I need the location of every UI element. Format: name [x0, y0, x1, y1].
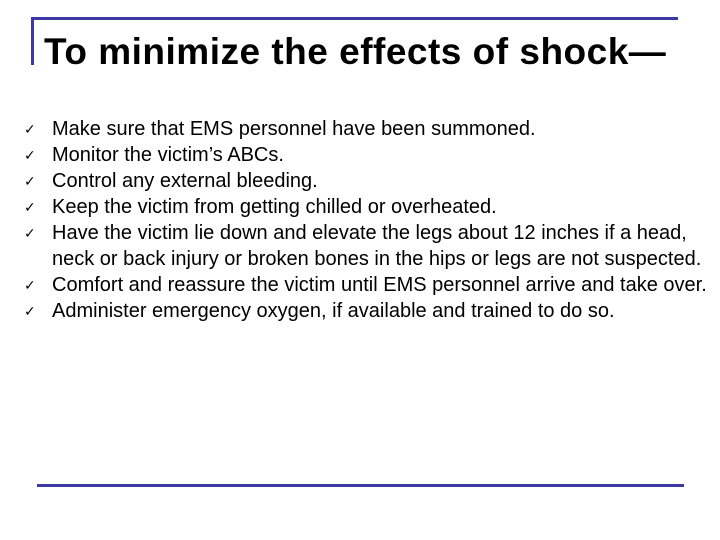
- checkmark-icon: ✓: [24, 122, 36, 138]
- top-border-rule: [31, 17, 678, 20]
- checkmark-icon: ✓: [24, 174, 36, 190]
- left-border-rule: [31, 17, 34, 65]
- list-item: [24, 116, 714, 142]
- list-item-text: Have the victim lie down and elevate the legs about 12 inches if a head, neck or back injury or broken bones in the hips or legs are not suspected.: [52, 222, 702, 270]
- checkmark-icon: ✓: [24, 148, 36, 164]
- checkmark-icon: ✓: [24, 226, 36, 242]
- list-item: [24, 220, 714, 272]
- list-item-text: Administer emergency oxygen, if available and trained to do so.: [52, 300, 615, 322]
- list-item: [24, 142, 714, 168]
- list-item-text: Comfort and reassure the victim until EMS personnel arrive and take over.: [52, 274, 707, 296]
- slide-title: To minimize the effects of shock—: [44, 31, 667, 72]
- list-item: [24, 194, 714, 220]
- list-item-text: Keep the victim from getting chilled or overheated.: [52, 196, 497, 218]
- checkmark-icon: ✓: [24, 304, 36, 320]
- list-item: [24, 272, 714, 298]
- list-item-text: Make sure that EMS personnel have been summoned.: [52, 118, 536, 140]
- list-item-text: Control any external bleeding.: [52, 170, 318, 192]
- list-item-text: Monitor the victim’s ABCs.: [52, 144, 284, 166]
- bottom-border-rule: [37, 484, 684, 487]
- list-item: [24, 168, 714, 194]
- list-item: [24, 298, 714, 324]
- bullet-list: [24, 116, 714, 324]
- checkmark-icon: ✓: [24, 278, 36, 294]
- checkmark-icon: ✓: [24, 200, 36, 216]
